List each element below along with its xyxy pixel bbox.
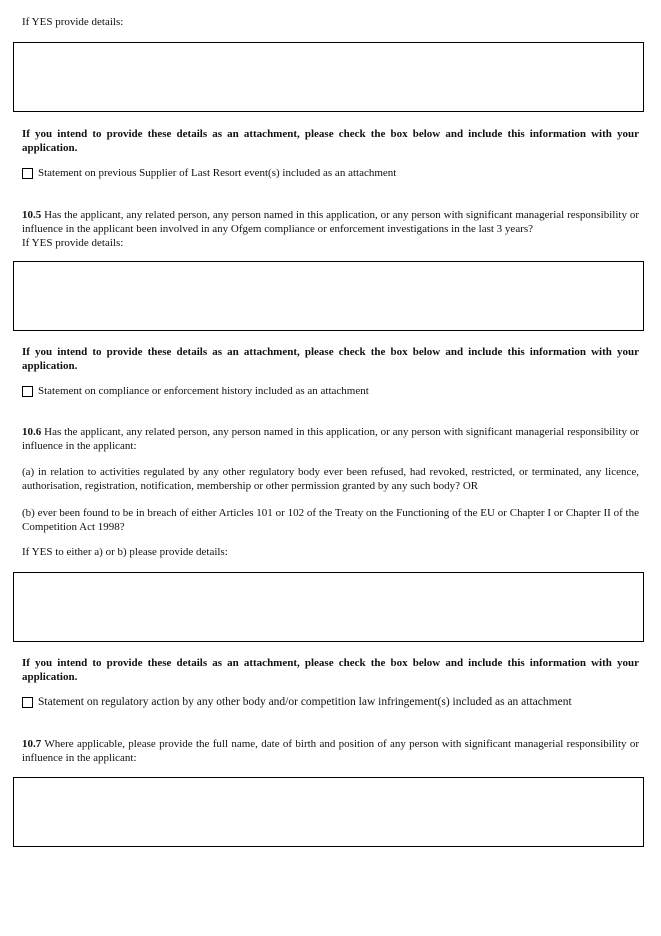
s104-attachment-option[interactable] bbox=[22, 166, 639, 180]
s105-details-textbox[interactable] bbox=[13, 261, 644, 331]
s105-attachment-checkbox[interactable] bbox=[22, 386, 33, 397]
s104-details-textbox[interactable] bbox=[13, 42, 644, 112]
s105-attachment-note: If you intend to provide these details as an attachment, please check the box below and include this information with your application. bbox=[22, 346, 639, 372]
s105-attachment-checkbox-label: Statement on compliance or enforcement history included as an attachment bbox=[38, 385, 369, 397]
s106-item-a: (a) in relation to activities regulated by any other regulatory body ever been refused, had revoked, restricted, or terminated, any licence, authorisation, registration, notification, membership or other permission granted by any such body? OR bbox=[22, 466, 639, 492]
s107-details-textbox[interactable] bbox=[13, 777, 644, 847]
s106-details-textbox[interactable] bbox=[13, 572, 644, 642]
s106-details-prompt: If YES to either a) or b) please provide details: bbox=[22, 546, 228, 558]
s105-question bbox=[22, 208, 639, 236]
s106-question bbox=[22, 425, 639, 453]
s106-attachment-option[interactable] bbox=[22, 695, 639, 709]
s105-question-text: Has the applicant, any related person, any person named in this application, or any person with significant managerial responsibility or influence in the applicant been involved in any Ofgem compliance or enforcement investigations in the last 3 years? bbox=[22, 209, 639, 235]
s107-question-text: Where applicable, please provide the full name, date of birth and position of any person with significant managerial responsibility or influence in the applicant: bbox=[22, 738, 639, 764]
s106-attachment-checkbox[interactable] bbox=[22, 697, 33, 708]
s104-attachment-note: If you intend to provide these details as an attachment, please check the box below and include this information with your application. bbox=[22, 128, 639, 154]
s106-number: 10.6 bbox=[22, 426, 42, 438]
s106-attachment-checkbox-label: Statement on regulatory action by any other body and/or competition law infringement(s) included as an attachment bbox=[38, 696, 572, 708]
s104-attachment-checkbox[interactable] bbox=[22, 168, 33, 179]
s105-number: 10.5 bbox=[22, 209, 42, 221]
s106-item-b: (b) ever been found to be in breach of either Articles 101 or 102 of the Treaty on the Functioning of the EU or Chapter I or Chapter II of the Competition Act 1998? bbox=[22, 507, 639, 533]
s107-number: 10.7 bbox=[22, 738, 42, 750]
s104-attachment-checkbox-label: Statement on previous Supplier of Last Resort event(s) included as an attachment bbox=[38, 167, 397, 179]
s105-details-prompt: If YES provide details: bbox=[22, 237, 124, 249]
s105-attachment-option[interactable] bbox=[22, 384, 639, 398]
s107-question bbox=[22, 737, 639, 765]
s106-attachment-note: If you intend to provide these details as an attachment, please check the box below and include this information with your application. bbox=[22, 657, 639, 683]
s104-details-prompt: If YES provide details: bbox=[22, 16, 124, 28]
s106-question-text: Has the applicant, any related person, any person named in this application, or any person with significant managerial responsibility or influence in the applicant: bbox=[22, 426, 639, 452]
